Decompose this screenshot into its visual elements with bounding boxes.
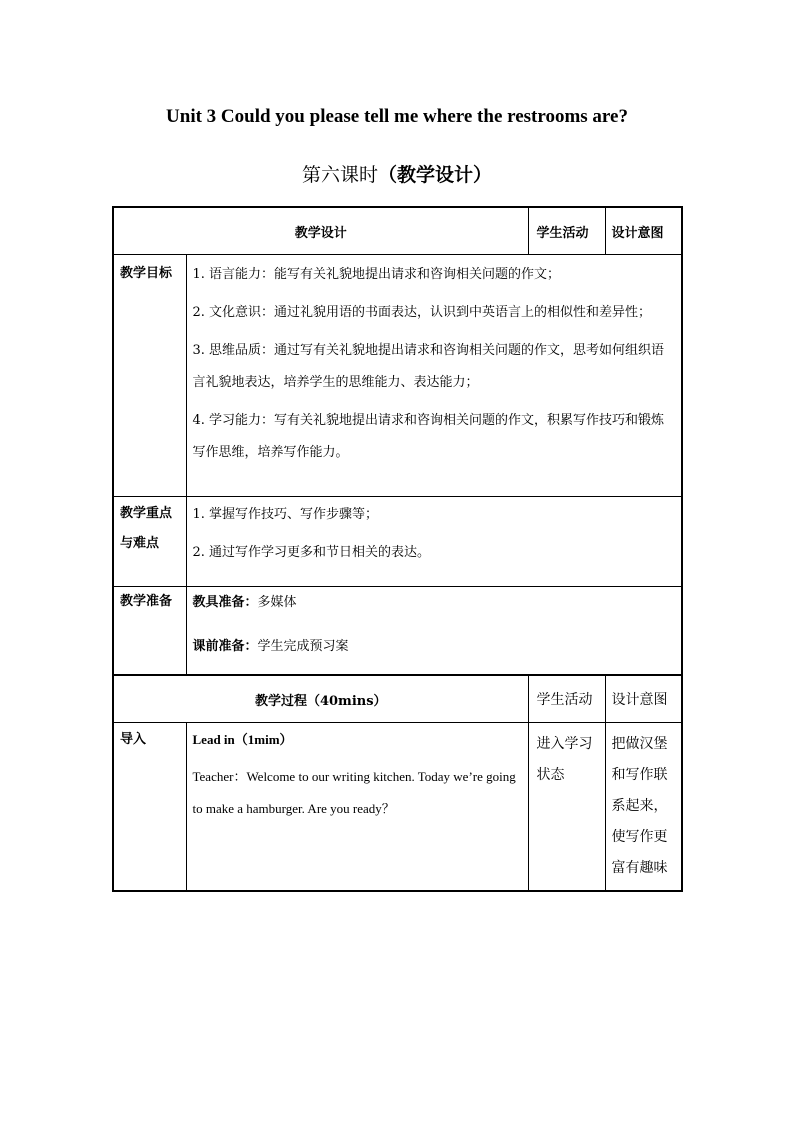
document-title: Unit 3 Could you please tell me where the restrooms are? bbox=[166, 106, 628, 127]
keypoints-label: 教学重点与难点 bbox=[113, 497, 186, 587]
keypoint-item: 1. 掌握写作技巧、写作步骤等； bbox=[192, 507, 379, 522]
prep-tools-value: 多媒体 bbox=[257, 595, 297, 610]
prep-tools bbox=[193, 587, 678, 619]
prep-pre-label: 课前准备： bbox=[192, 639, 258, 654]
objective-item: 2. 文化意识：通过礼貌用语的书面表达，认识到中英语言上的相似性和差异性； bbox=[192, 305, 652, 320]
header-design: 教学设计 bbox=[113, 207, 528, 255]
leadin-label: 导入 bbox=[113, 723, 186, 891]
lesson-design-table bbox=[112, 206, 683, 676]
objective-item: 1. 语言能力：能写有关礼貌地提出请求和咨询相关问题的作文； bbox=[192, 267, 561, 282]
leadin-content bbox=[186, 723, 528, 891]
leadin-heading: Lead in（1mim） bbox=[192, 732, 293, 747]
document-subtitle bbox=[0, 160, 794, 187]
header-process: 教学过程（40mins） bbox=[113, 675, 528, 723]
objectives-label: 教学目标 bbox=[113, 255, 186, 497]
prep-pre-value: 学生完成预习案 bbox=[257, 639, 349, 654]
subtitle-type: （教学设计） bbox=[378, 164, 493, 186]
teaching-process-table bbox=[112, 674, 683, 892]
leadin-student-activity: 进入学习状态 bbox=[528, 723, 605, 891]
prep-tools-label: 教具准备： bbox=[192, 595, 258, 610]
keypoints-content bbox=[186, 497, 682, 587]
prep-label: 教学准备 bbox=[113, 587, 186, 675]
leadin-text: Teacher：Welcome to our writing kitchen. Today we’re going to make a hamburger. Are you ready？ bbox=[192, 769, 516, 816]
prep-content bbox=[186, 587, 682, 675]
header-design-intent: 设计意图 bbox=[605, 675, 682, 723]
keypoint-item: 2. 通过写作学习更多和节日相关的表达。 bbox=[192, 545, 431, 560]
header-student-activity: 学生活动 bbox=[528, 675, 605, 723]
subtitle-lesson: 第六课时 bbox=[301, 164, 378, 186]
objectives-content bbox=[186, 255, 682, 497]
header-student-activity: 学生活动 bbox=[528, 207, 605, 255]
leadin-design-intent: 把做汉堡和写作联系起来，使写作更富有趣味 bbox=[605, 723, 682, 891]
header-design-intent: 设计意图 bbox=[605, 207, 682, 255]
objective-item: 3. 思维品质：通过写有关礼貌地提出请求和咨询相关问题的作文，思考如何组织语言礼貌地表达，培养学生的思维能力、表达能力； bbox=[192, 343, 665, 390]
objective-item: 4. 学习能力：写有关礼貌地提出请求和咨询相关问题的作文，积累写作技巧和锻炼写作思维，培养写作能力。 bbox=[192, 413, 665, 460]
prep-pre bbox=[193, 631, 678, 663]
